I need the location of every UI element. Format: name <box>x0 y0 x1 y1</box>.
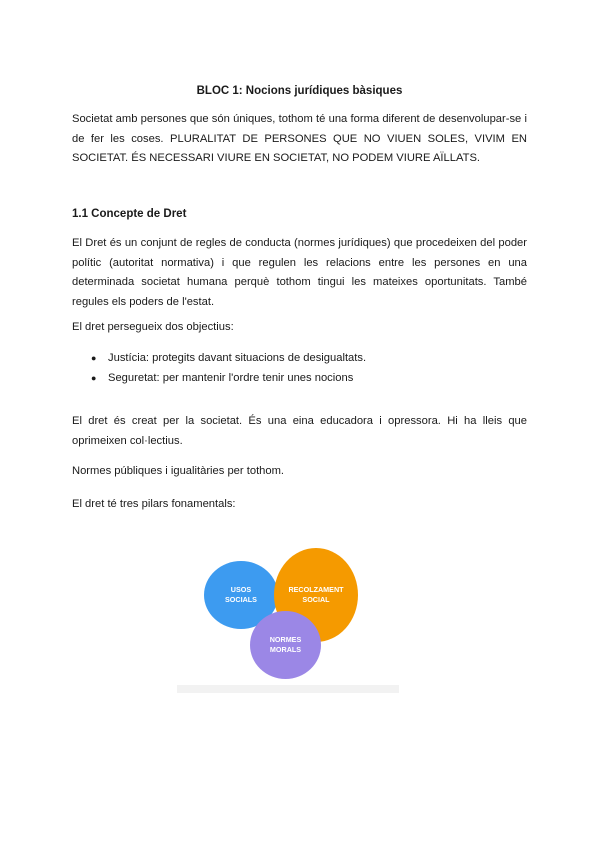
usos-socials-circle: USOS SOCIALS <box>204 561 278 629</box>
list-item: ● Seguretat: per mantenir l'ordre tenir unes nocions <box>72 368 527 388</box>
pillars-intro: El dret té tres pilars fonamentals: <box>72 498 236 510</box>
section-heading: 1.1 Concepte de Dret <box>72 208 187 220</box>
diagram-shadow <box>177 685 399 693</box>
bullet-icon: ● <box>91 353 97 363</box>
objectives-intro: El dret persegueix dos objectius: <box>72 321 234 333</box>
norms-paragraph: Normes públiques i igualitàries per tothom. <box>72 465 285 477</box>
recolzament-social-circle: RECOLZAMENT SOCIAL <box>274 548 358 642</box>
intro-paragraph: Societat amb persones que són úniques, tothom té una forma diferent de desenvolupar-se i de fer les coses. PLURALITAT DE PERSONES QUE NO VIUEN SOLES, VIVIM EN SOCIETAT. ÉS NECESSARI VIURE EN SOCIETAT, NO PODEM VIURE AÏLLATS. <box>72 113 527 164</box>
bullet-icon: ● <box>91 373 97 383</box>
pillars-diagram <box>177 545 399 695</box>
page-title: BLOC 1: Nocions jurídiques bàsiques <box>196 85 403 97</box>
objectives-list <box>72 348 527 388</box>
list-item: ● Justícia: protegits davant situacions de desigualtats. <box>72 348 527 368</box>
created-paragraph: El dret és creat per la societat. És una eina educadora i opressora. Hi ha lleis que oprimeixen col·lectius. <box>72 415 527 447</box>
definition-paragraph: El Dret és un conjunt de regles de conducta (normes jurídiques) que procedeixen del poder polític (autoritat normativa) i que regulen les relacions entre les persones en una determinada societat humana perquè tothom tingui les mateixes oportunitats. També regules els poders de l'estat. <box>72 237 527 308</box>
normes-morals-circle: NORMES MORALS <box>250 611 321 679</box>
